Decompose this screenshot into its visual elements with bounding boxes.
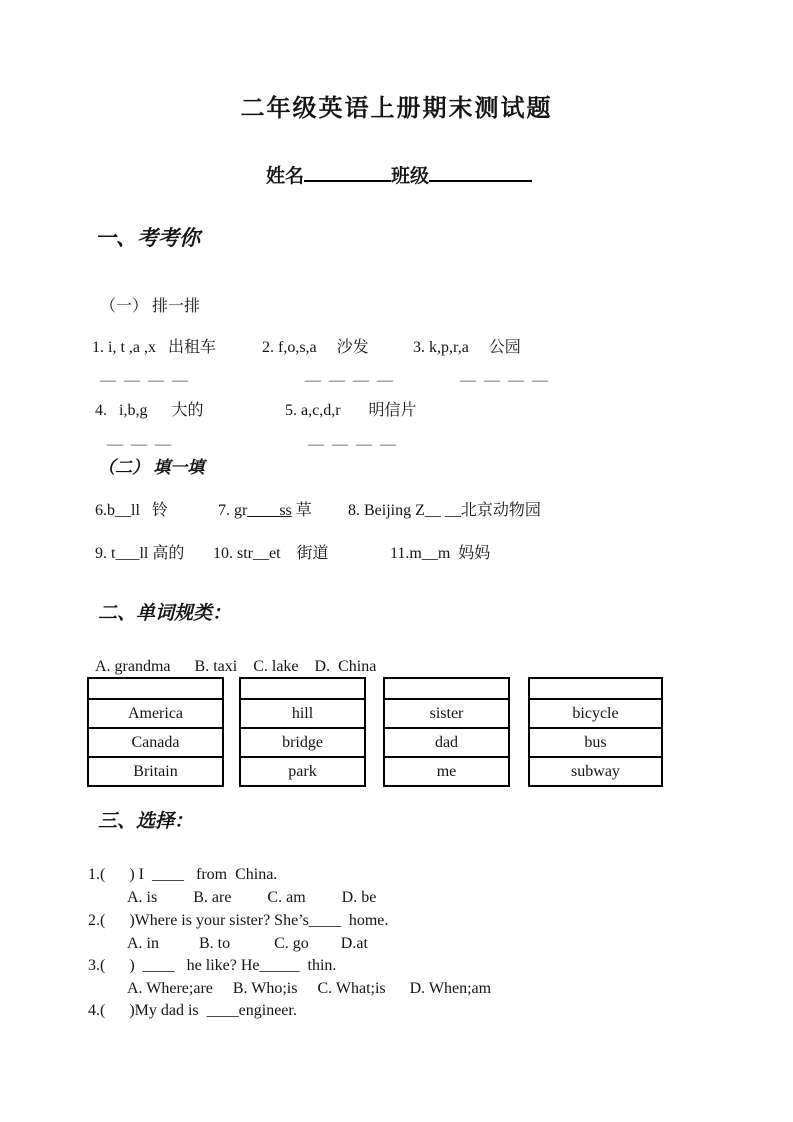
table-cell: Britain bbox=[133, 762, 178, 780]
class-label: 班级 bbox=[391, 166, 430, 187]
answer-dashes-1: — — — — bbox=[100, 372, 190, 389]
answer-dashes-3: — — — — bbox=[460, 372, 550, 389]
arrange-item-1: 1. i, t ,a ,x 出租车 bbox=[92, 339, 216, 356]
table-cell: Canada bbox=[89, 729, 222, 758]
table-cell: hill bbox=[241, 700, 364, 729]
fill-7-blank: ____ss bbox=[247, 502, 292, 519]
category-table-3-header-cell bbox=[385, 679, 508, 700]
arrange-item-5: 5. a,c,d,r 明信片 bbox=[285, 402, 417, 419]
fill-7-prefix: 7. gr bbox=[218, 502, 248, 519]
answer-dashes-5: — — — — bbox=[308, 436, 398, 453]
fill-item-10: 10. str__et 街道 bbox=[213, 545, 329, 562]
choice-options-2: A. in B. to C. go D.at bbox=[127, 935, 368, 952]
choice-question-2: 2.( )Where is your sister? She’s____ home. bbox=[88, 912, 389, 929]
category-table-4 bbox=[528, 677, 663, 787]
category-table-1 bbox=[87, 677, 224, 787]
choice-options-1: A. is B. are C. am D. be bbox=[127, 889, 377, 906]
table-cell: bus bbox=[530, 729, 661, 758]
arrange-item-3: 3. k,p,r,a 公园 bbox=[413, 339, 521, 356]
word-bank-line: A. grandma B. taxi C. lake D. China bbox=[95, 658, 377, 675]
table-cell: me bbox=[436, 762, 457, 780]
category-table-1-header-cell bbox=[89, 679, 222, 700]
answer-dashes-4: — — — bbox=[107, 436, 173, 453]
fill-item-11: 11.m__m 妈妈 bbox=[390, 545, 491, 562]
choice-question-3: 3.( ) ____ he like? He_____ thin. bbox=[88, 957, 337, 974]
name-blank-underline bbox=[304, 180, 391, 182]
choice-question-1: 1.( ) I ____ from China. bbox=[88, 866, 278, 883]
arrange-item-4: 4. i,b,g 大的 bbox=[95, 402, 204, 419]
fill-item-9: 9. t___ll 高的 bbox=[95, 545, 185, 562]
fill-item-7 bbox=[218, 500, 312, 522]
table-cell: park bbox=[288, 762, 317, 780]
choice-question-4: 4.( )My dad is ____engineer. bbox=[88, 1002, 297, 1019]
table-cell: America bbox=[89, 700, 222, 729]
section1-part2-heading: （二） 填一填 bbox=[98, 458, 205, 477]
category-table-2-header-cell bbox=[241, 679, 364, 700]
fill-item-8: 8. Beijing Z__ __北京动物园 bbox=[348, 502, 541, 519]
class-blank-underline bbox=[429, 180, 532, 182]
category-table-4-header-cell bbox=[530, 679, 661, 700]
fill-item-6: 6.b__ll 铃 bbox=[95, 502, 168, 519]
section2-heading: 二、单词规类： bbox=[98, 603, 232, 624]
category-table-2 bbox=[239, 677, 366, 787]
fill-7-word-cn: 草 bbox=[291, 502, 312, 519]
name-label: 姓名 bbox=[266, 166, 305, 187]
category-table-3 bbox=[383, 677, 510, 787]
section1-heading: 一、考考你 bbox=[95, 226, 200, 250]
table-cell: dad bbox=[385, 729, 508, 758]
table-cell: bridge bbox=[241, 729, 364, 758]
section1-part1-heading: （一） 排一排 bbox=[100, 298, 201, 315]
section3-heading: 三、选择： bbox=[98, 811, 194, 832]
name-class-line bbox=[266, 166, 532, 188]
choice-options-3: A. Where;are B. Who;is C. What;is D. When;am bbox=[127, 980, 492, 997]
table-cell: sister bbox=[385, 700, 508, 729]
table-cell: bicycle bbox=[530, 700, 661, 729]
table-cell: subway bbox=[571, 762, 620, 780]
arrange-item-2: 2. f,o,s,a 沙发 bbox=[262, 339, 369, 356]
answer-dashes-2: — — — — bbox=[305, 372, 395, 389]
page-title: 二年级英语上册期末测试题 bbox=[240, 95, 553, 122]
